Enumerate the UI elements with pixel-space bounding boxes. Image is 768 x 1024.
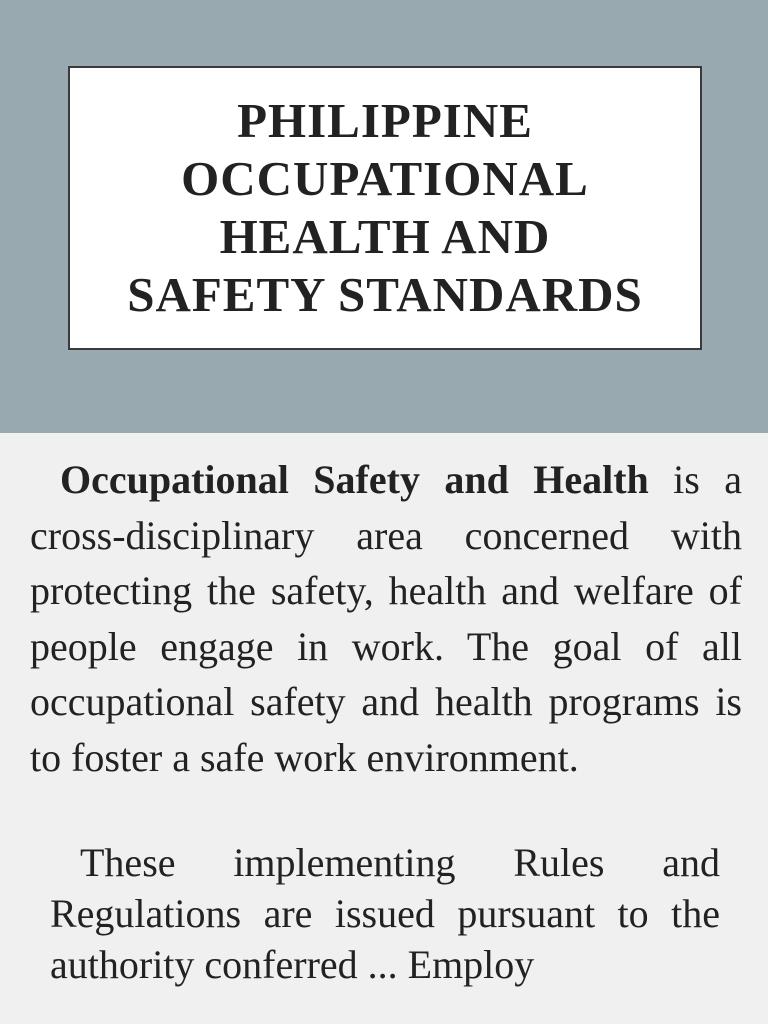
title-line-1: PHILIPPINE: [237, 93, 533, 148]
rules-paragraph: These implementing Rules and Regulations are issued pursuant to the authority conferred ... Employ: [50, 840, 720, 987]
header-band: [0, 0, 768, 433]
title-box: [68, 66, 702, 350]
defined-term: Occupational Safety and Health: [60, 457, 649, 502]
document-title: [127, 92, 643, 324]
body-content: [30, 452, 742, 990]
title-line-3: HEALTH AND: [219, 209, 551, 264]
intro-paragraph: [30, 452, 742, 785]
intro-paragraph-text: is a cross-disciplinary area concerned with protecting the safety, health and welfare of people engage in work. The goal of all occupational safety and health programs is to foster a safe work environment.: [30, 457, 743, 780]
title-line-2: OCCUPATIONAL: [181, 151, 589, 206]
title-line-4: SAFETY STANDARDS: [127, 267, 643, 322]
